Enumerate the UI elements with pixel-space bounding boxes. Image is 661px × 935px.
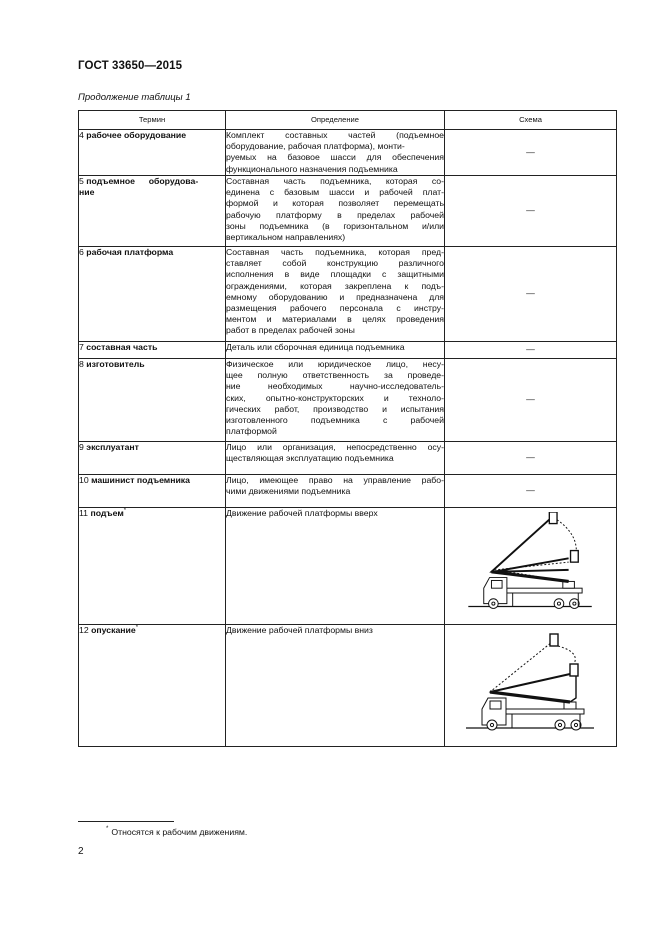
table-row: [79, 342, 617, 359]
definition-line: формой и которая позволяет перемещать: [226, 198, 444, 209]
definition-line: исполнения в виде площадки с защитными: [226, 269, 444, 280]
definition-line: ограждениями, которая закреплена к подъ-: [226, 280, 444, 291]
table-row: [79, 130, 617, 176]
scheme-cell: [445, 130, 617, 176]
term-cell: [79, 508, 226, 625]
definition-line: функционального назначения подъемника: [226, 163, 398, 174]
table-row: [79, 176, 617, 247]
document-code: ГОСТ 33650—2015: [78, 60, 183, 72]
term-number: 7: [79, 342, 84, 352]
footnote-text: Относятся к рабочим движениям.: [111, 827, 248, 837]
term-number: 11: [79, 508, 89, 518]
column-header-scheme: Схема: [445, 111, 617, 130]
scheme-dash: —: [526, 344, 535, 355]
term-number: 8: [79, 359, 84, 369]
definition-cell: [226, 176, 445, 247]
term-number: 12: [79, 625, 89, 635]
table-row: [79, 508, 617, 625]
definition-line: Физическое или юридическое лицо, несу-: [226, 359, 444, 369]
definition-line: ставляет собой конструкцию различного: [226, 258, 444, 269]
definition-line: Движение рабочей платформы вверх: [226, 508, 378, 518]
term-number: 9: [79, 442, 84, 452]
definition-line: платформой: [226, 426, 277, 437]
term-number: 4: [79, 130, 84, 140]
term-number: 5: [79, 176, 84, 186]
scheme-dash: —: [526, 205, 535, 216]
definition-cell: [226, 625, 445, 747]
scheme-cell: [445, 176, 617, 247]
scheme-cell: [445, 247, 617, 342]
term-cell: [79, 247, 226, 342]
definition-line: размещения рабочего персонала с инстру-: [226, 303, 444, 314]
lift-raising-diagram: [445, 508, 617, 625]
scheme-dash: —: [526, 288, 535, 299]
lift-lowering-diagram: [445, 625, 617, 747]
column-header-term: Термин: [79, 111, 226, 130]
definition-line: Деталь или сборочная единица подъемника: [226, 342, 405, 352]
definition-line: емному оборудованию и предназначена для: [226, 291, 444, 302]
scheme-dash: —: [526, 452, 535, 463]
term-text: рабочее оборудование: [86, 130, 187, 140]
footnote: [106, 827, 247, 837]
definition-line: Составная часть подъемника, которая пред-: [226, 247, 444, 257]
term-text: изготовитель: [86, 359, 145, 369]
scheme-dash: —: [526, 485, 535, 496]
column-header-definition: Определение: [226, 111, 445, 130]
definition-line: Комплект составных частей (подъемное: [226, 130, 444, 140]
aerial-lift-truck-drawing: [466, 512, 596, 620]
definition-line: Движение рабочей платформы вниз: [226, 625, 373, 635]
table-row: [79, 625, 617, 747]
term-text: подъем: [90, 508, 124, 518]
definition-cell: [226, 442, 445, 475]
term-text: составная часть: [86, 342, 158, 352]
definition-line: ментом и материалами в целях проведения: [226, 314, 444, 325]
aerial-lift-truck-drawing: [466, 630, 596, 742]
definition-line: работ в пределах рабочей зоны: [226, 325, 355, 336]
definition-line: руемых на базовое шасси для обеспечения: [226, 152, 444, 163]
table-row: [79, 247, 617, 342]
definition-line: оборудование, рабочая платформа), монти-: [226, 141, 405, 152]
term-number: 10: [79, 475, 89, 485]
table-continuation-label: Продолжение таблицы 1: [78, 92, 191, 103]
term-text: рабочая платформа: [86, 247, 174, 257]
definition-line: щее полную ответственность за проведе-: [226, 370, 444, 381]
table-header-row: [79, 111, 617, 130]
term-cell: [79, 442, 226, 475]
definition-line: Составная часть подъемника, которая со-: [226, 176, 444, 186]
footnote-reference: *: [135, 625, 139, 631]
scheme-dash: —: [526, 146, 535, 157]
scheme-cell: [445, 359, 617, 442]
definition-cell: [226, 130, 445, 176]
term-cell: [79, 130, 226, 176]
term-cell: [79, 359, 226, 442]
footnote-reference: *: [123, 508, 127, 514]
definition-line: вертикальном направлениях): [226, 232, 346, 243]
term-cell: [79, 625, 226, 747]
term-cell: [79, 342, 226, 359]
term-number: 6: [79, 247, 84, 257]
terms-table: [78, 110, 617, 747]
definition-line: ских, опытно-конструкторских и техноло-: [226, 392, 444, 403]
table-row: [79, 442, 617, 475]
scheme-cell: [445, 442, 617, 475]
term-text: опускание: [91, 625, 136, 635]
definition-line: гических работ, производство и испытания: [226, 403, 444, 414]
term-text: машинист подъемника: [91, 475, 190, 485]
definition-line: чими движениями подъемника: [226, 486, 351, 497]
definition-line: рабочую платформу в пределах рабочей: [226, 209, 444, 220]
footnote-separator: [78, 821, 174, 822]
definition-line: изготовленного подъемника с рабочей: [226, 415, 444, 426]
definition-line: Лицо, имеющее право на управление рабо-: [226, 475, 444, 485]
definition-cell: [226, 342, 445, 359]
scheme-cell: [445, 342, 617, 359]
definition-cell: [226, 475, 445, 508]
scheme-cell: [445, 475, 617, 508]
scheme-dash: —: [526, 394, 535, 405]
term-text: ние: [79, 187, 95, 198]
definition-line: ществляющая эксплуатацию подъемника: [226, 453, 394, 464]
term-cell: [79, 176, 226, 247]
definition-line: единена с базовым шасси и рабочей плат-: [226, 187, 444, 198]
definition-line: Лицо или организация, непосредственно осу-: [226, 442, 444, 452]
term-text: подъемное оборудова-: [86, 176, 199, 186]
table-row: [79, 475, 617, 508]
definition-cell: [226, 359, 445, 442]
term-text: эксплуатант: [86, 442, 139, 452]
definition-cell: [226, 247, 445, 342]
footnote-marker: *: [106, 826, 109, 833]
table-row: [79, 359, 617, 442]
term-cell: [79, 475, 226, 508]
page-number: 2: [78, 846, 84, 857]
definition-line: зоны подъемника (в горизонтальном и/или: [226, 220, 444, 231]
definition-cell: [226, 508, 445, 625]
definition-line: ние необходимых научно-исследователь-: [226, 381, 444, 392]
